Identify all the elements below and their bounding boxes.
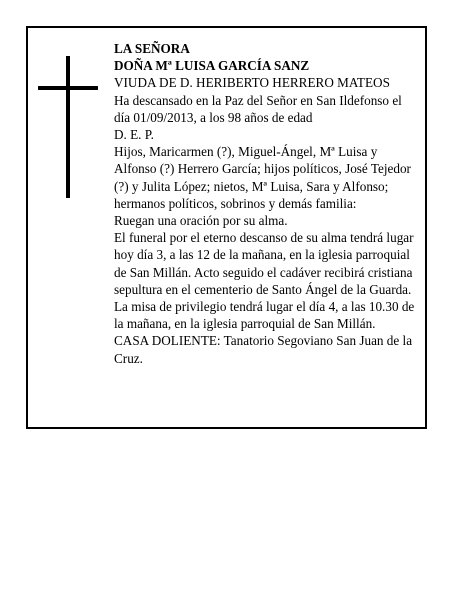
cross-horizontal-bar <box>38 86 98 90</box>
obituary-notice <box>26 26 427 429</box>
cross-vertical-bar <box>66 56 70 198</box>
funeral-paragraph: El funeral por el eterno descanso de su alma tendrá lugar hoy día 3, a las 12 de la mañana, en la iglesia parroquial de San Millán. Acto seguido el cadáver recibirá cristiana sepultura en el cementerio de Santo Ángel de la Guarda. La misa de privilegio tendrá lugar el día 4, a las 10.30 de la mañana, en la iglesia parroquial de San Millán. <box>114 230 415 332</box>
notice-heading-1: LA SEÑORA <box>114 41 190 56</box>
widow-of-line: VIUDA DE D. HERIBERTO HERRERO MATEOS <box>114 75 390 91</box>
death-line: Ha descansado en la Paz del Señor en San Ildefonso el día 01/09/2013, a los 98 años de edad <box>114 92 402 125</box>
deceased-name: DOÑA Mª LUISA GARCÍA SANZ <box>114 58 310 74</box>
prayer-line: Ruegan una oración por su alma. <box>114 213 288 229</box>
family-paragraph: Hijos, Maricarmen (?), Miguel-Ángel, Mª Luisa y Alfonso (?) Herrero García; hijos políticos, José Tejedor (?) y Julita López; nietos, Mª Luisa, Sara y Alfonso; hermanos políticos, sobrinos y demás familia: <box>114 144 411 211</box>
rip-line: D. E. P. <box>114 127 154 143</box>
notice-text <box>114 40 418 367</box>
cross-icon <box>38 56 98 198</box>
home-line: CASA DOLIENTE: Tanatorio Segoviano San Juan de la Cruz. <box>114 333 413 366</box>
